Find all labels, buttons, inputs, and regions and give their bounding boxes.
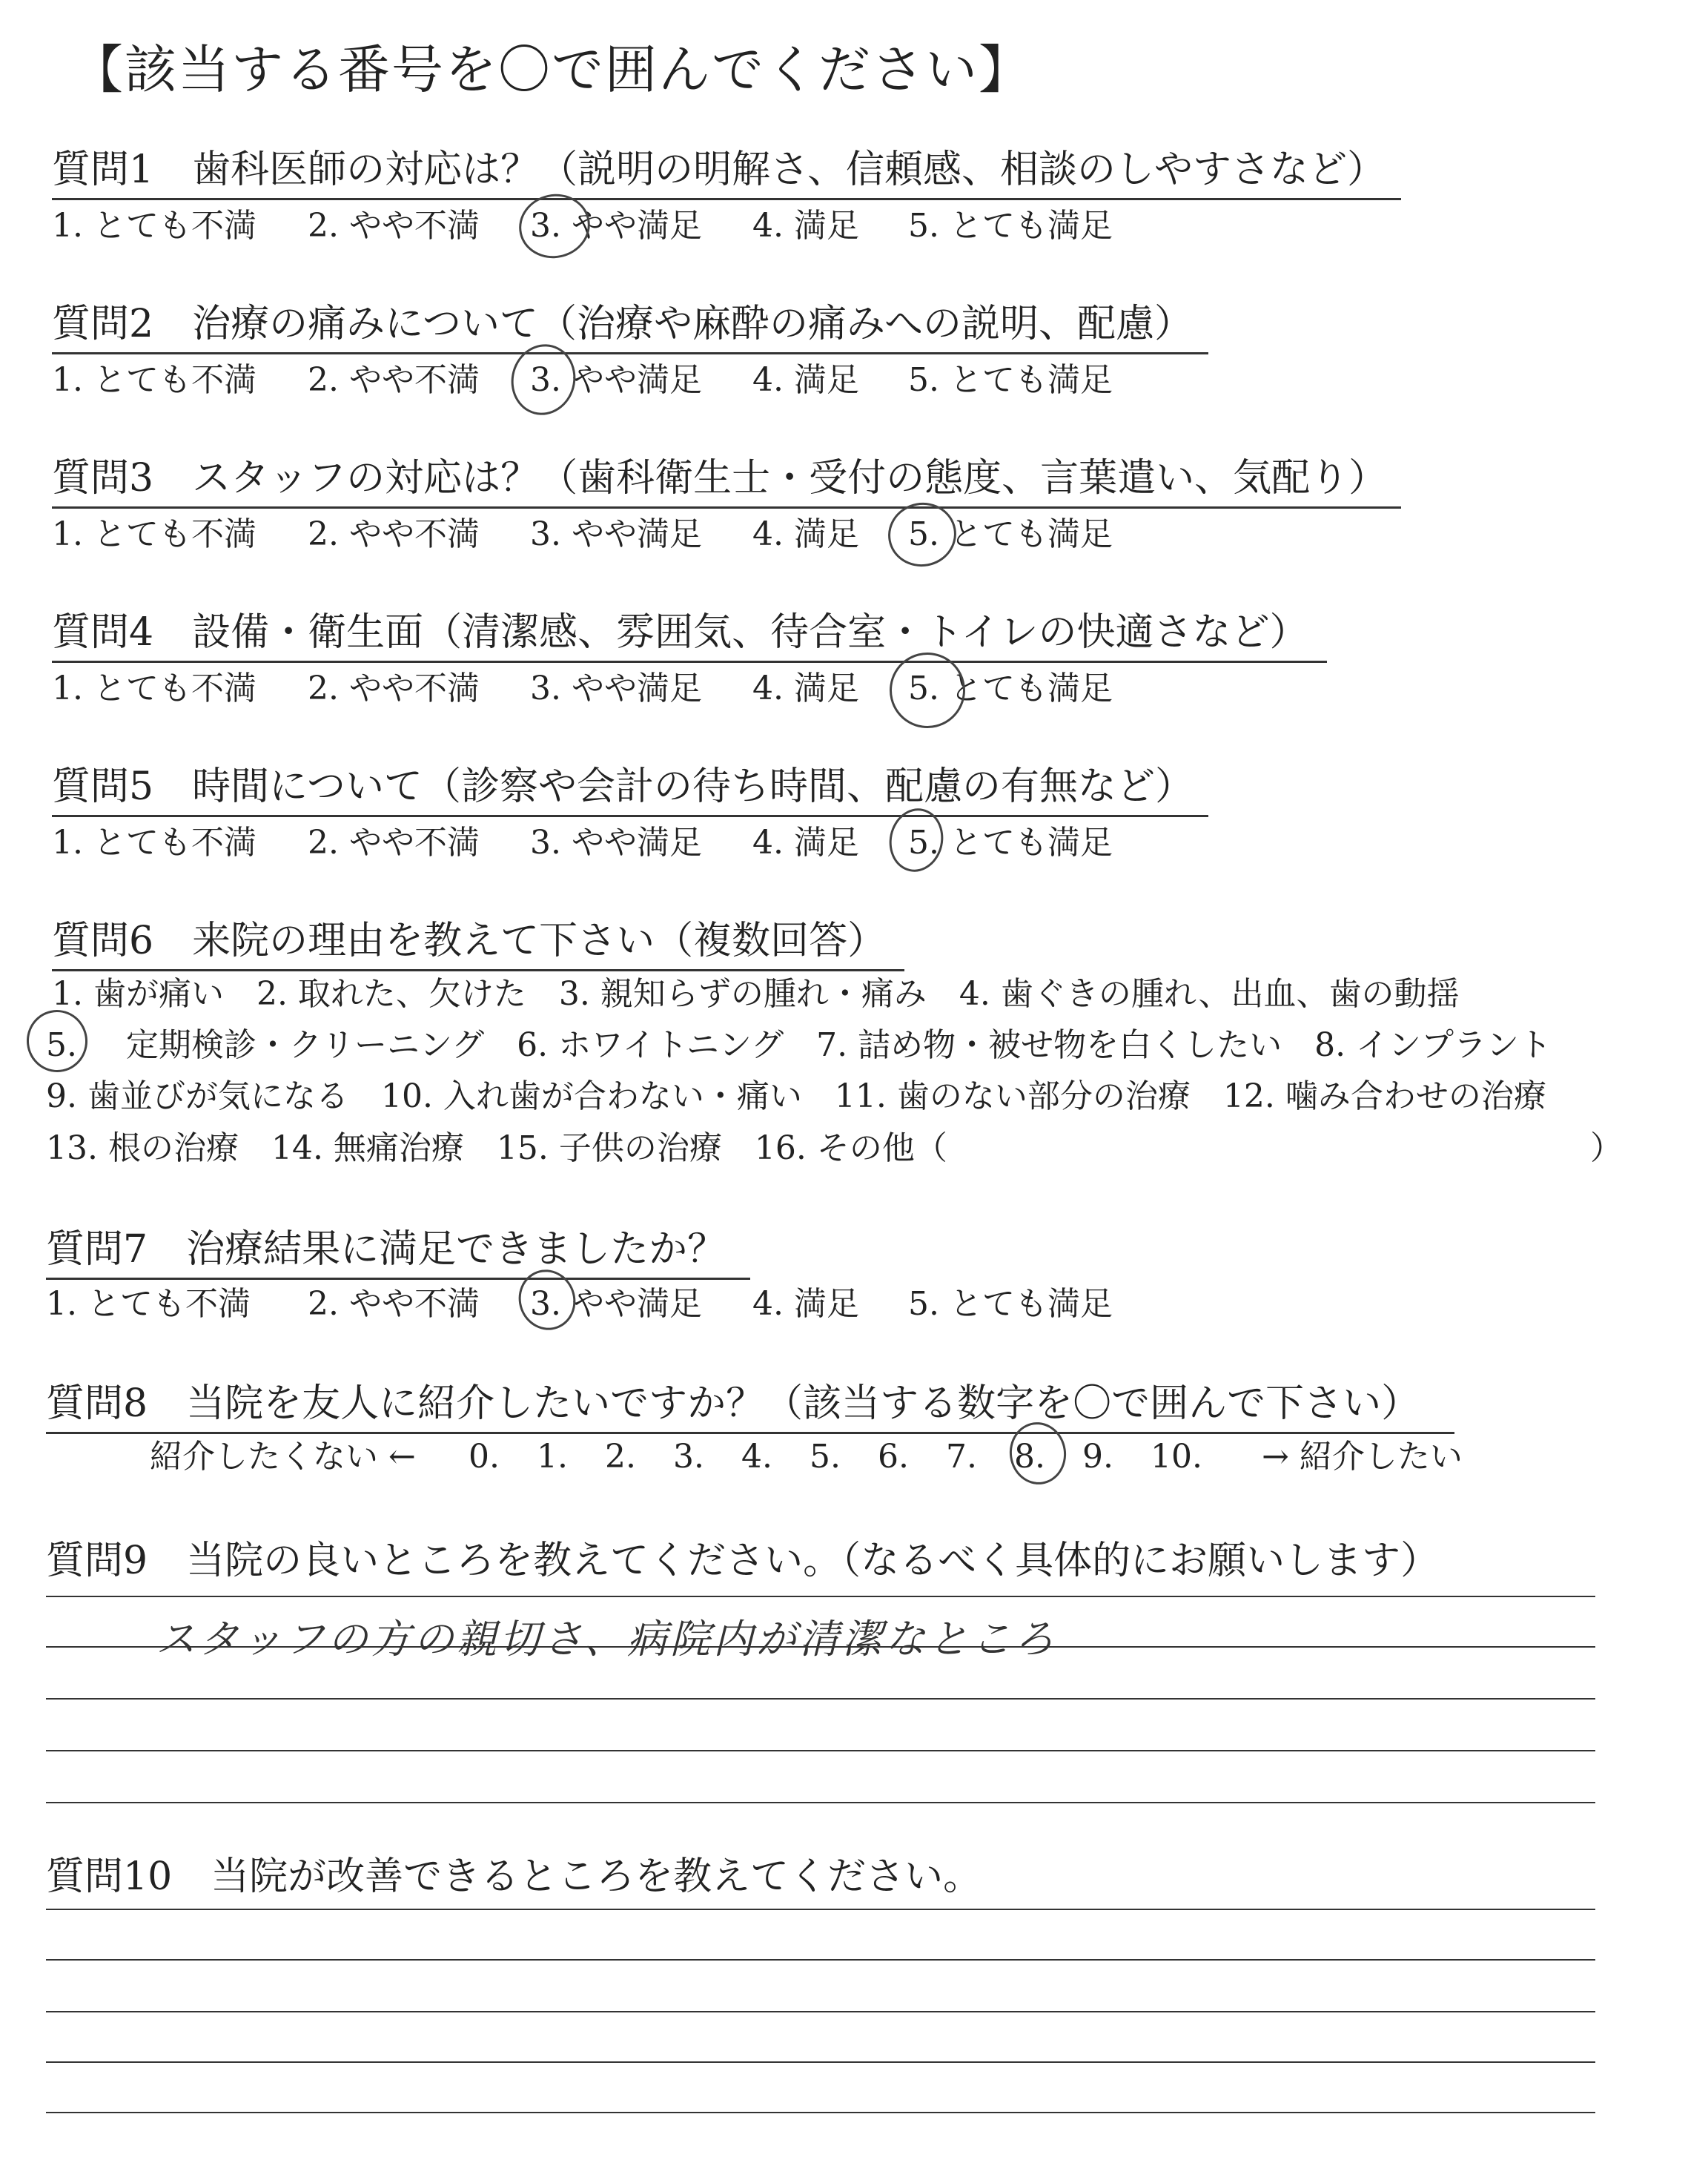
question-9-heading: 質問9 当院の良いところを教えてください。（なるべく具体的にお願いします） <box>46 1539 1440 1583</box>
q3-option-1[interactable]: 1. とても不満 <box>52 515 256 553</box>
q9-answer-line-4 <box>46 1750 1595 1751</box>
q5-option-2[interactable]: 2. やや不満 <box>308 824 480 862</box>
q9-answer-line-1 <box>46 1596 1595 1597</box>
question-6-heading: 質問6 来院の理由を教えて下さい（複数回答） <box>52 909 904 971</box>
question-5-options <box>52 816 1113 863</box>
q4-option-5[interactable]: 5. とても満足 <box>908 670 1113 707</box>
q5-option-4[interactable]: 4. 満足 <box>752 824 859 862</box>
q1-option-4[interactable]: 4. 満足 <box>752 207 859 245</box>
q6-other-close-paren: ） <box>1590 1129 1623 1167</box>
q6-options-row-2[interactable]: 5. 定期検診・クリーニング 6. ホワイトニング 7. 詰め物・被せ物を白くしたい 8. インプラント <box>46 1026 1552 1064</box>
q8-scale-row <box>150 1430 1463 1477</box>
q7-option-1[interactable]: 1. とても不満 <box>46 1285 251 1323</box>
q10-answer-line-2[interactable] <box>46 1959 1595 1961</box>
q4-option-1[interactable]: 1. とても不満 <box>52 670 256 707</box>
q8-option-0[interactable]: 0. <box>469 1438 500 1476</box>
q5-option-5[interactable]: 5. とても満足 <box>908 824 1113 862</box>
q3-option-2[interactable]: 2. やや不満 <box>308 515 480 553</box>
q2-option-3[interactable]: 3. やや満足 <box>530 361 702 399</box>
q4-option-3[interactable]: 3. やや満足 <box>530 670 702 707</box>
question-10-heading: 質問10 当院が改善できるところを教えてください。 <box>46 1855 982 1899</box>
q6-option-5-number[interactable]: 5. <box>46 1026 77 1064</box>
q1-option-2[interactable]: 2. やや不満 <box>308 207 480 245</box>
q9-answer-line-5 <box>46 1802 1595 1803</box>
q3-option-4[interactable]: 4. 満足 <box>752 515 859 553</box>
q7-option-5[interactable]: 5. とても満足 <box>908 1285 1113 1323</box>
question-2-options <box>52 353 1113 400</box>
q4-option-2[interactable]: 2. やや不満 <box>308 670 480 707</box>
q6-options-row-1[interactable]: 1. 歯が痛い 2. 取れた、欠けた 3. 親知らずの腫れ・痛み 4. 歯ぐきの腫れ、出血、歯の動揺 <box>52 975 1460 1013</box>
q6-options-row-3[interactable]: 9. 歯並びが気になる 10. 入れ歯が合わない・痛い 11. 歯のない部分の治療 12. 噛み合わせの治療 <box>46 1077 1546 1115</box>
q9-answer-line-3 <box>46 1698 1595 1700</box>
q2-option-2[interactable]: 2. やや不満 <box>308 361 480 399</box>
q9-handwritten-answer[interactable]: スタッフの方の親切さ、病院内が清潔なところ <box>156 1616 1057 1662</box>
q1-option-3[interactable]: 3. やや満足 <box>530 207 702 245</box>
q5-option-3[interactable]: 3. やや満足 <box>530 824 702 862</box>
q1-option-5[interactable]: 5. とても満足 <box>908 207 1113 245</box>
q1-option-1[interactable]: 1. とても不満 <box>52 207 256 245</box>
question-5-heading: 質問5 時間について（診察や会計の待ち時間、配慮の有無など） <box>52 755 1208 817</box>
q7-option-3[interactable]: 3. やや満足 <box>530 1285 702 1323</box>
q4-option-4[interactable]: 4. 満足 <box>752 670 859 707</box>
question-1-heading: 質問1 歯科医師の対応は？（説明の明解さ、信頼感、相談のしやすさなど） <box>52 138 1401 200</box>
q3-option-5[interactable]: 5. とても満足 <box>908 515 1113 553</box>
q2-option-4[interactable]: 4. 満足 <box>752 361 859 399</box>
question-3-heading: 質問3 スタッフの対応は？（歯科衛生士・受付の態度、言葉遣い、気配り） <box>52 446 1401 509</box>
q8-option-9[interactable]: 9. <box>1082 1438 1113 1476</box>
q8-left-label: 紹介したくない ← <box>150 1438 416 1476</box>
q10-answer-line-3[interactable] <box>46 2011 1595 2012</box>
page-title: 【該当する番号を〇で囲んでください】 <box>71 39 1032 100</box>
q10-answer-line-5[interactable] <box>46 2112 1595 2113</box>
q8-option-8[interactable]: 8. <box>1014 1438 1045 1476</box>
question-2-heading: 質問2 治療の痛みについて（治療や麻酔の痛みへの説明、配慮） <box>52 292 1208 354</box>
q8-option-4[interactable]: 4. <box>741 1438 772 1476</box>
q10-answer-line-4[interactable] <box>46 2061 1595 2063</box>
q2-option-1[interactable]: 1. とても不満 <box>52 361 256 399</box>
question-8-heading: 質問8 当院を友人に紹介したいですか？（該当する数字を〇で囲んで下さい） <box>46 1372 1454 1434</box>
question-7-heading: 質問7 治療結果に満足できましたか？ <box>46 1218 750 1280</box>
question-4-heading: 質問4 設備・衛生面（清潔感、雰囲気、待合室・トイレの快適さなど） <box>52 601 1327 663</box>
q8-option-6[interactable]: 6. <box>878 1438 909 1476</box>
q8-option-3[interactable]: 3. <box>673 1438 704 1476</box>
q8-option-5[interactable]: 5. <box>810 1438 841 1476</box>
q5-option-1[interactable]: 1. とても不満 <box>52 824 256 862</box>
q6-options-row-4[interactable]: 13. 根の治療 14. 無痛治療 15. 子供の治療 16. その他（ <box>46 1129 947 1167</box>
q10-answer-line-1[interactable] <box>46 1909 1595 1910</box>
q8-option-1[interactable]: 1. <box>537 1438 568 1476</box>
q7-option-2[interactable]: 2. やや不満 <box>308 1285 480 1323</box>
q7-option-4[interactable]: 4. 満足 <box>752 1285 859 1323</box>
q2-option-5[interactable]: 5. とても満足 <box>908 361 1113 399</box>
q8-option-10[interactable]: 10. <box>1151 1438 1202 1476</box>
q9-answer-line-2 <box>46 1646 1595 1648</box>
q8-right-label: → 紹介したい <box>1262 1438 1463 1476</box>
q3-option-3[interactable]: 3. やや満足 <box>530 515 702 553</box>
q8-option-7[interactable]: 7. <box>946 1438 977 1476</box>
question-7-options <box>46 1277 1113 1324</box>
q8-option-2[interactable]: 2. <box>605 1438 636 1476</box>
